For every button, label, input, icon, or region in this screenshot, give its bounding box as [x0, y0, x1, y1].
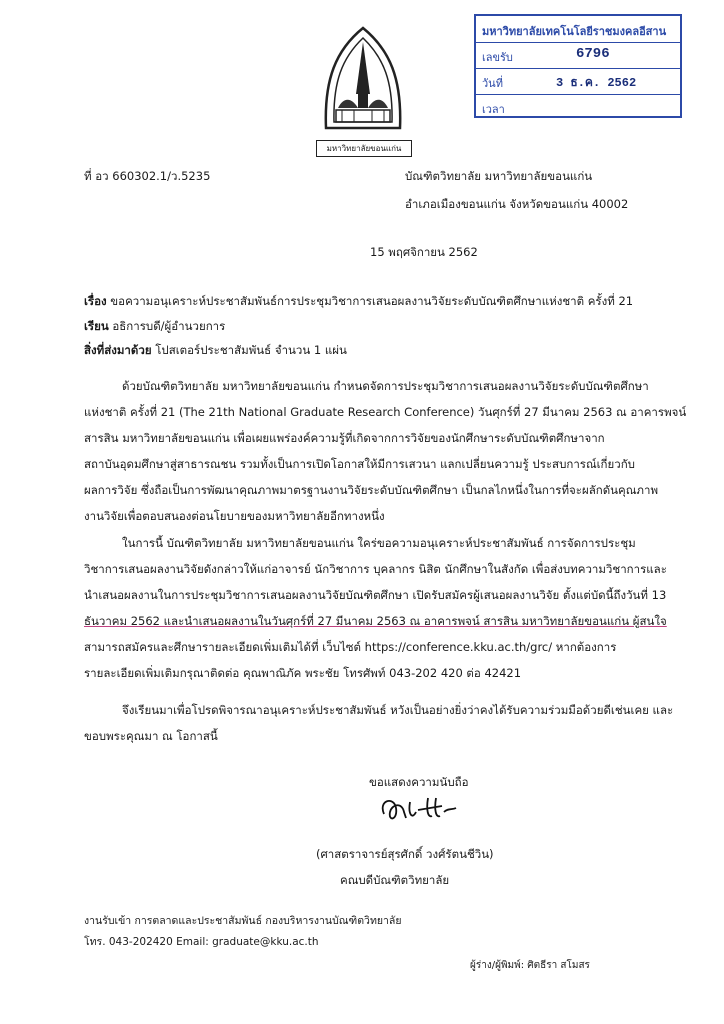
stamp-receipt-number: 6796: [576, 46, 610, 62]
recipient-text: อธิการบดี/ผู้อำนวยการ: [112, 319, 226, 333]
body-p1-line: สถาบันอุดมศึกษาสู่สาธารณชน รวมทั้งเป็นการเปิดโอกาสให้มีการเสวนา แลกเปลี่ยนความรู้ ประสบการณ์เกี่ยวกับ: [84, 457, 635, 471]
enclosure-label: สิ่งที่ส่งมาด้วย: [84, 343, 152, 357]
body-p2-line: ธันวาคม 2562 และนำเสนอผลงานในวันศุกร์ที่ 27 มีนาคม 2563 ณ อาคารพจน์ สารสิน มหาวิทยาลัยขอนแก่น ผู้สนใจ: [84, 614, 667, 628]
letter-date: 15 พฤศจิกายน 2562: [370, 245, 478, 259]
signature: [376, 790, 466, 830]
body-p1-line: สารสิน มหาวิทยาลัยขอนแก่น เพื่อเผยแพร่องค์ความรู้ที่เกิดจากการวิจัยของนักศึกษาระดับบัณฑิตศึกษาจาก: [84, 431, 605, 445]
subject-line: [84, 293, 633, 309]
body-p3-line: จึงเรียนมาเพื่อโปรดพิจารณาอนุเคราะห์ประชาสัมพันธ์ หวังเป็นอย่างยิ่งว่าคงได้รับความร่วมมือด้วยดีเช่นเคย และ: [122, 703, 674, 717]
stamp-org: มหาวิทยาลัยเทคโนโลยีราชมงคลอีสาน: [482, 26, 667, 38]
subject-text: ขอความอนุเคราะห์ประชาสัมพันธ์การประชุมวิชาการเสนอผลงานวิจัยระดับบัณฑิตศึกษาแห่งชาติ ครั้งที่ 21: [110, 294, 634, 308]
subject-label: เรื่อง: [84, 294, 107, 308]
enclosure-line: [84, 342, 347, 358]
sender-address-line1: บัณฑิตวิทยาลัย มหาวิทยาลัยขอนแก่น: [405, 169, 593, 183]
body-p2-line: วิชาการเสนอผลงานวิจัยดังกล่าวให้แก่อาจารย์ นักวิชาการ บุคลากร นิสิต นักศึกษาในสังกัด เพื่อส่งบทความวิชาการและ: [84, 562, 667, 576]
enclosure-text: โปสเตอร์ประชาสัมพันธ์ จำนวน 1 แผ่น: [155, 343, 347, 357]
body-p2-line: รายละเอียดเพิ่มเติมกรุณาติดต่อ คุณพาณิภัค พระชัย โทรศัพท์ 043-202 420 ต่อ 42421: [84, 666, 522, 680]
sender-address-line2: อำเภอเมืองขอนแก่น จังหวัดขอนแก่น 40002: [405, 197, 629, 211]
logo-caption: มหาวิทยาลัยขอนแก่น: [316, 140, 412, 157]
body-p1-line: งานวิจัยเพื่อตอบสนองต่อนโยบายของมหาวิทยาลัยอีกทางหนึ่ง: [84, 509, 385, 523]
signer-name: (ศาสตราจารย์สุรศักดิ์ วงศ์รัตนชีวิน): [316, 847, 494, 861]
recipient-label: เรียน: [84, 319, 109, 333]
signer-title: คณบดีบัณฑิตวิทยาลัย: [340, 873, 450, 887]
closing-phrase: ขอแสดงความนับถือ: [369, 775, 469, 789]
footer-typist: ผู้ร่าง/ผู้พิมพ์: ศิตธีรา สโมสร: [470, 960, 590, 971]
receipt-stamp: [474, 14, 682, 118]
body-p1-line: ผลการวิจัย ซึ่งถือเป็นการพัฒนาคุณภาพมาตรฐานงานวิจัยระดับบัณฑิตศึกษา เป็นกลไกหนึ่งในการที่จะผลักดันคุณภาพ: [84, 483, 659, 497]
stamp-receipt-label: เลขรับ: [482, 52, 513, 64]
recipient-line: [84, 318, 225, 334]
body-p2-line: นำเสนอผลงานในการประชุมวิชาการเสนอผลงานวิจัยบัณฑิตศึกษา เปิดรับสมัครผู้เสนอผลงานวิจัย ตั้งแต่บัดนี้ถึงวันที่ 13: [84, 588, 667, 602]
body-p2-line: สามารถสมัครและศึกษารายละเอียดเพิ่มเติมได้ที่ เว็บไซต์ https://conference.kku.ac.th/grc/ หากต้องการ: [84, 640, 617, 654]
body-p2-line: ในการนี้ บัณฑิตวิทยาลัย มหาวิทยาลัยขอนแก่น ใคร่ขอความอนุเคราะห์ประชาสัมพันธ์ การจัดการประชุม: [122, 536, 636, 550]
stamp-date-value: 3 ธ.ค. 2562: [556, 76, 637, 90]
emblem-icon: [318, 24, 408, 144]
footer-contact: โทร. 043-202420 Email: graduate@kku.ac.th: [84, 936, 319, 948]
body-p1-line: ด้วยบัณฑิตวิทยาลัย มหาวิทยาลัยขอนแก่น กำหนดจัดการประชุมวิชาการเสนอผลงานวิจัยระดับบัณฑิตศึกษา: [122, 379, 649, 393]
body-p3-line: ขอบพระคุณมา ณ โอกาสนี้: [84, 729, 218, 743]
body-p1-line: แห่งชาติ ครั้งที่ 21 (The 21th National Graduate Research Conference) วันศุกร์ที่ 27 มีนาคม 2563 ณ อาคารพจน์: [84, 405, 687, 419]
reference-number: ที่ อว 660302.1/ว.5235: [84, 169, 211, 183]
footer-unit: งานรับเข้า การตลาดและประชาสัมพันธ์ กองบริหารงานบัณฑิตวิทยาลัย: [84, 915, 402, 927]
university-logo: [318, 24, 408, 156]
stamp-time-label: เวลา: [482, 104, 505, 116]
signature-icon: [376, 790, 466, 830]
stamp-date-label: วันที่: [482, 78, 503, 90]
